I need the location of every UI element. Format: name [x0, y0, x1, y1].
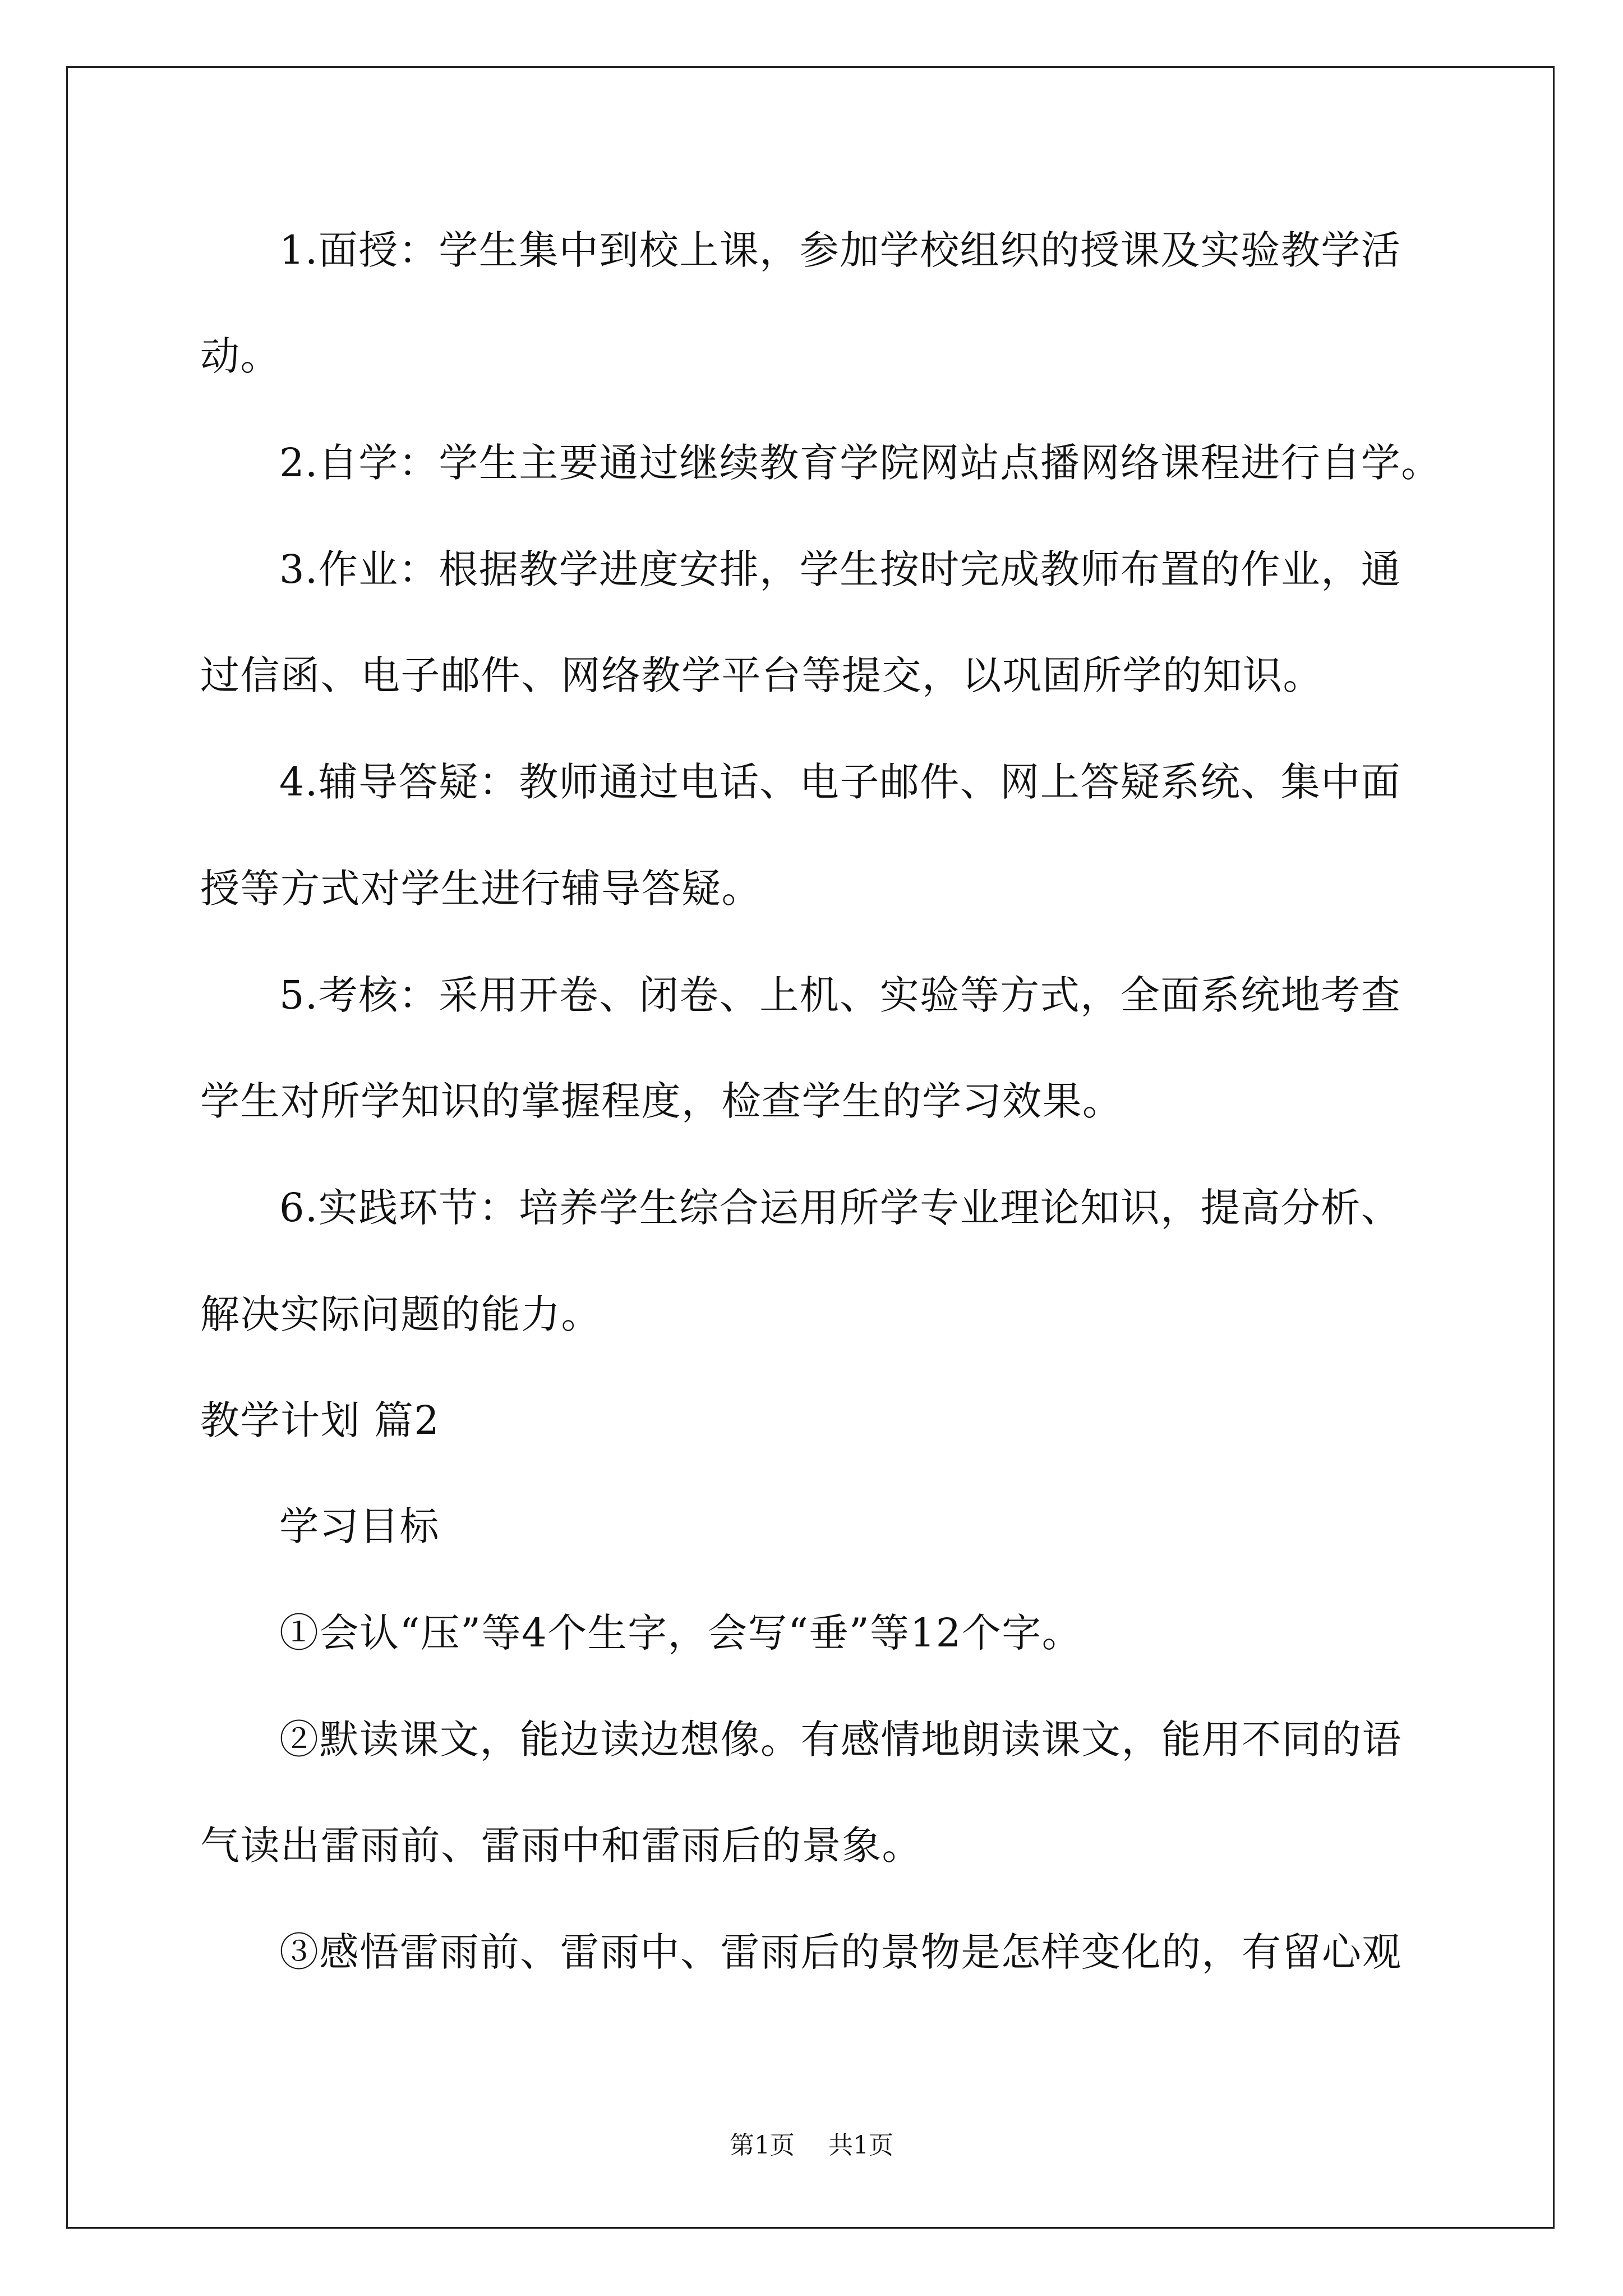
paragraph-line: 过信函、电子邮件、网络教学平台等提交，以巩固所学的知识。 — [200, 652, 1323, 698]
page-total: 共1页 — [828, 2131, 893, 2160]
section-heading: 教学计划 篇2 — [200, 1397, 440, 1443]
paragraph-line: 3.作业：根据教学进度安排，学生按时完成教师布置的作业，通 — [279, 546, 1401, 592]
paragraph-line: ②默读课文，能边读边想像。有感情地朗读课文，能用不同的语 — [279, 1717, 1402, 1763]
page-number: 第1页 — [730, 2131, 795, 2160]
page-footer — [0, 2133, 1623, 2158]
subheading: 学习目标 — [279, 1503, 440, 1549]
paragraph-line: 动。 — [200, 333, 280, 379]
paragraph-line: 气读出雷雨前、雷雨中和雷雨后的景象。 — [200, 1823, 922, 1869]
paragraph-line: 2.自学：学生主要通过继续教育学院网站点播网络课程进行自学。 — [279, 440, 1441, 486]
paragraph-line: 5.考核：采用开卷、闭卷、上机、实验等方式，全面系统地考查 — [279, 972, 1401, 1018]
paragraph-line: 解决实际问题的能力。 — [200, 1291, 601, 1337]
paragraph-line: 学生对所学知识的掌握程度，检查学生的学习效果。 — [200, 1078, 1123, 1124]
paragraph-line: 6.实践环节：培养学生综合运用所学专业理论知识，提高分析、 — [279, 1185, 1401, 1231]
paragraph-line: ③感悟雷雨前、雷雨中、雷雨后的景物是怎样变化的，有留心观 — [279, 1929, 1402, 1975]
paragraph-line: 1.面授：学生集中到校上课，参加学校组织的授课及实验教学活 — [279, 227, 1401, 273]
paragraph-line: 4.辅导答疑：教师通过电话、电子邮件、网上答疑系统、集中面 — [279, 759, 1401, 805]
page-border — [66, 66, 1555, 2229]
paragraph-line: ①会认“压”等4个生字，会写“垂”等12个字。 — [279, 1610, 1082, 1656]
paragraph-line: 授等方式对学生进行辅导答疑。 — [200, 866, 762, 912]
